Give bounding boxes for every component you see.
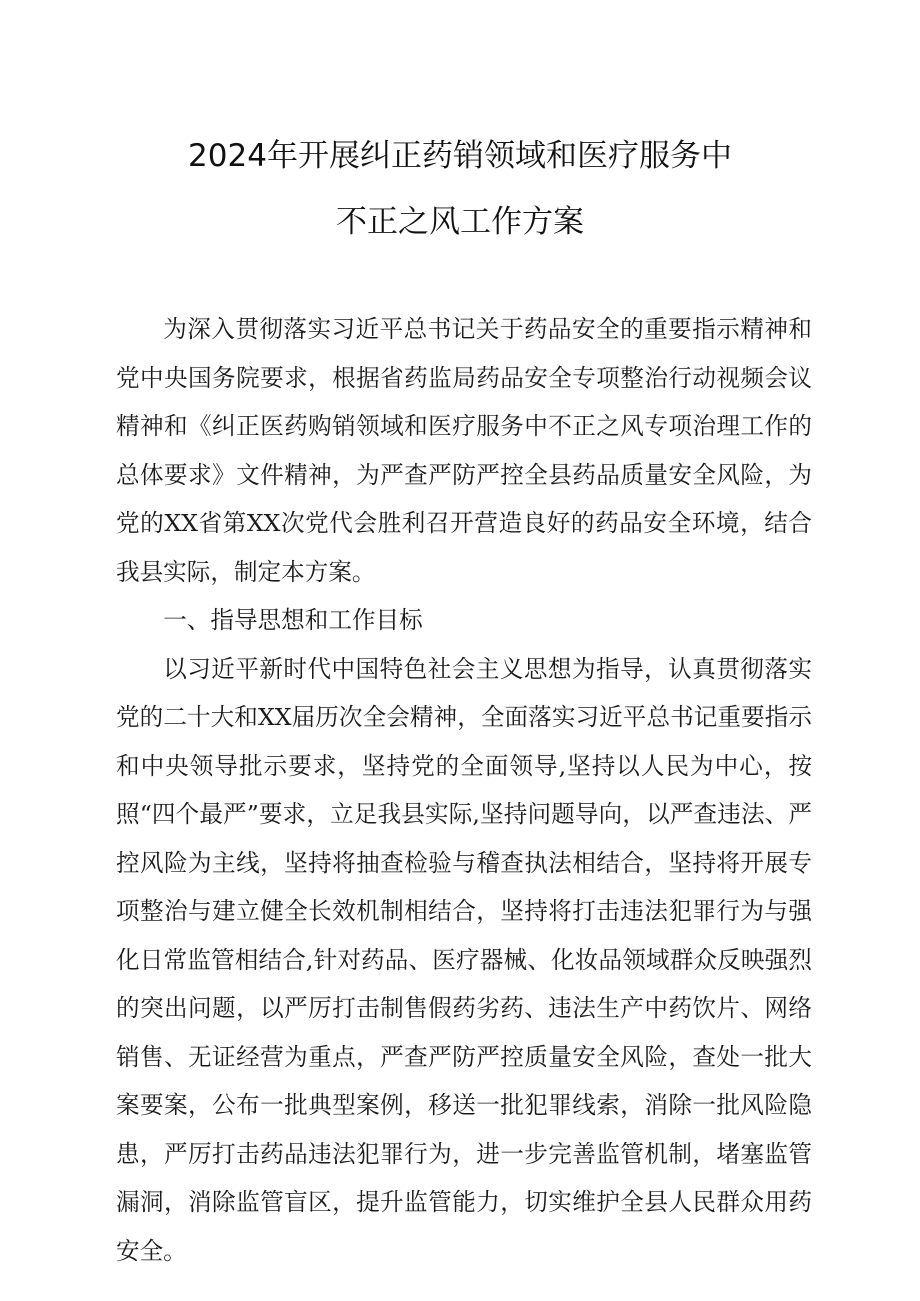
document-body (116, 305, 812, 1275)
document-title-line-2: 不正之风工作方案 (336, 204, 584, 240)
section-1-paragraph: 以习近平新时代中国特色社会主义思想为指导，认真贯彻落实党的二十大和XX届历次全会精神，全面落实习近平总书记重要指示和中央领导批示要求，坚持党的全面领导,坚持以人民为中心，按照“四个最严”要求，立足我县实际,坚持问题导向，以严查违法、严控风险为主线，坚持将抽查检验与稽查执法相结合，坚持将开展专项整治与建立健全长效机制相结合，坚持将打击违法犯罪行为与强化日常监管相结合,针对药品、医疗器械、化妆品领域群众反映强烈的突出问题，以严厉打击制售假药劣药、违法生产中药饮片、网络销售、无证经营为重点，严查严防严控质量安全风险，查处一批大案要案，公布一批典型案例，移送一批犯罪线索，消除一批风险隐患，严厉打击药品违法犯罪行为，进一步完善监管机制，堵塞监管漏洞，消除监管盲区，提升监管能力，切实维护全县人民群众用药安全。 (116, 654, 812, 1265)
intro-paragraph: 为深入贯彻落实习近平总书记关于药品安全的重要指示精神和党中央国务院要求，根据省药监局药品安全专项整治行动视频会议精神和《纠正医药购销领域和医疗服务中不正之风专项治理工作的总体要求》文件精神，为严查严防严控全县药品质量安全风险，为党的XX省第XX次党代会胜利召开营造良好的药品安全环境，结合我县实际，制定本方案。 (116, 315, 812, 586)
document-title-line-1: 2024年开展纠正药销领域和医疗服务中 (188, 138, 732, 174)
section-heading-1: 一、指导思想和工作目标 (163, 606, 423, 634)
